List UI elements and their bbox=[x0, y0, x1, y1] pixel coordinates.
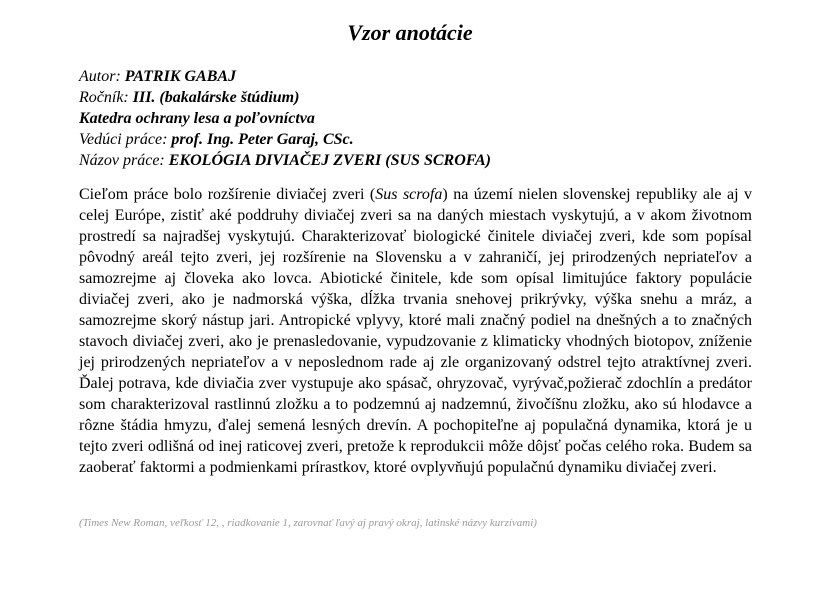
author-value: PATRIK GABAJ bbox=[124, 68, 237, 85]
abstract-text-rest: ) na území nielen slovenskej republiky ale aj v celej Európe, zistiť aké poddruhy diviačej zveri sa na daných miestach vyskytujú, a v akom životnom prostredí sa najradšej vyskytujú. Charakterizovať biologické činitele diviačej zveri, kde som popísal pôvodný areál tejto zveri, jej rozšírenie na Slovensku a v zahraničí, jej prirodzených nepriateľov a samozrejme aj človeka ako lovca. Abiotické činitele, kde som opísal limitujúce faktory populácie diviačej zveri, ako je nadmorská výška, dĺžka trvania snehovej prikrývky, výška snehu a mráz, a samozrejme skorý nástup jari. Antropické vplyvy, ktoré mali značný podiel na dnešných a to značných stavoch diviačej zveri, ako je prenasledovanie, vypudzovanie z klimaticky vhodných biotopov, zníženie jej prirodzených nepriateľov a v neposlednom rade aj zle organizovaný odstrel tejto atraktívnej zveri. Ďalej potrava, kde diviačia zver vystupuje ako spásač, ohryzovač, vyrývač,požierač zdochlín a predátor som charakterizoval rastlinnú zložku a to podzemnú aj nadzemnú, živočíšnu zložku, ako sú hlodavce a rôzne štádia hmyzu, ďalej semená lesných drevín. A pochopiteľne aj populačná dynamika, ktorá je u tejto zveri odlišná od inej raticovej zveri, pretože k reprodukcii môže dôjsť počas celého roka. Budem sa zaoberať faktormi a podmienkami prírastkov, ktoré ovplyvňujú populačnú dynamiku diviačej zveri. bbox=[79, 186, 753, 476]
year-value: III. (bakalárske štúdium) bbox=[132, 89, 300, 106]
author-row bbox=[79, 66, 491, 87]
department-row bbox=[79, 108, 491, 129]
abstract-text-start: Cieľom práce bolo rozšírenie diviačej zveri ( bbox=[79, 186, 376, 203]
year-row bbox=[79, 87, 491, 108]
latin-name: Sus scrofa bbox=[375, 186, 443, 203]
thesis-title-row bbox=[79, 150, 491, 171]
supervisor-label: Vedúci práce: bbox=[79, 131, 168, 148]
year-label: Ročník: bbox=[79, 89, 129, 106]
supervisor-row bbox=[79, 129, 491, 150]
supervisor-value: prof. Ing. Peter Garaj, CSc. bbox=[171, 131, 354, 148]
department-value: Katedra ochrany lesa a poľovníctva bbox=[79, 110, 315, 127]
author-label: Autor: bbox=[79, 68, 121, 85]
metadata-block bbox=[79, 66, 491, 171]
thesis-title-label: Názov práce: bbox=[79, 152, 165, 169]
page-title: Vzor anotácie bbox=[347, 20, 473, 45]
abstract-paragraph bbox=[79, 184, 752, 478]
thesis-title-value: EKOLÓGIA DIVIAČEJ ZVERI (SUS SCROFA) bbox=[168, 152, 491, 169]
formatting-note: (Times New Roman, veľkosť 12, , riadkovanie 1, zarovnať ľavý aj pravý okraj, latinské názvy kurzívami) bbox=[79, 517, 537, 529]
